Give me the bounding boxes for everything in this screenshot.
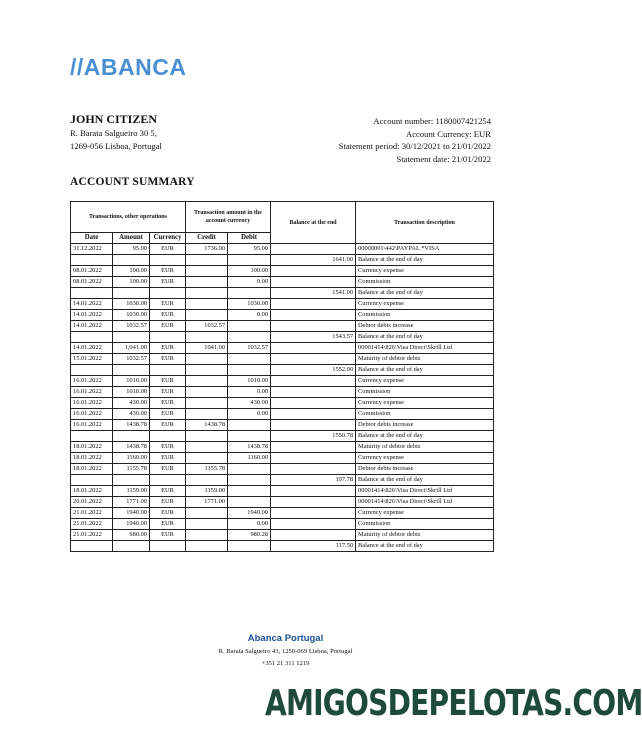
cell-currency: EUR [150, 497, 186, 508]
cell-date [71, 255, 113, 266]
cell-credit [186, 332, 228, 343]
header-debit: Debit [228, 233, 271, 244]
cell-amount: 1,041.00 [113, 343, 150, 354]
transactions-body [71, 244, 494, 552]
cell-credit [186, 266, 228, 277]
cell-desc: Currency expense [356, 376, 494, 387]
cell-credit [186, 288, 228, 299]
cell-desc: Currency expense [356, 299, 494, 310]
cell-currency: EUR [150, 321, 186, 332]
cell-amount: 100.00 [113, 277, 150, 288]
cell-credit [186, 376, 228, 387]
cell-balance [271, 310, 356, 321]
table-row [71, 486, 494, 497]
cell-currency: EUR [150, 354, 186, 365]
table-row [71, 255, 494, 266]
cell-debit [228, 541, 271, 552]
cell-date: 15.01.2022 [71, 354, 113, 365]
cell-balance: 1543.57 [271, 332, 356, 343]
cell-credit [186, 475, 228, 486]
cell-balance [271, 530, 356, 541]
table-row [71, 387, 494, 398]
cell-balance: 107.78 [271, 475, 356, 486]
holder-address-line1: R. Barata Salgueiro 30 5, [70, 128, 157, 138]
cell-debit [228, 486, 271, 497]
table-row [71, 354, 494, 365]
table-row [71, 519, 494, 530]
table-row [71, 299, 494, 310]
cell-credit [186, 387, 228, 398]
cell-desc: Balance at the end of day [356, 255, 494, 266]
cell-desc: Maturity of debtor debts [356, 354, 494, 365]
cell-credit [186, 255, 228, 266]
header-balance: Balance at the end [271, 202, 356, 244]
cell-debit: 1940.00 [228, 508, 271, 519]
table-row [71, 464, 494, 475]
cell-currency [150, 365, 186, 376]
cell-currency: EUR [150, 420, 186, 431]
footer-bank-name: Abanca Portugal [247, 633, 324, 644]
statement-date: Statement date: 21/01/2022 [396, 153, 491, 164]
cell-date [71, 365, 113, 376]
cell-currency [150, 288, 186, 299]
cell-debit: 100.00 [228, 266, 271, 277]
table-row [71, 398, 494, 409]
holder-address-line2: 1269-056 Lisboa, Portugal [70, 141, 162, 151]
cell-credit [186, 409, 228, 420]
cell-debit [228, 321, 271, 332]
table-row [71, 376, 494, 387]
cell-debit: 0.00 [228, 409, 271, 420]
table-row [71, 475, 494, 486]
cell-currency [150, 431, 186, 442]
cell-credit: 1736.00 [186, 244, 228, 255]
cell-debit [228, 354, 271, 365]
table-row [71, 508, 494, 519]
cell-credit: 1041.00 [186, 343, 228, 354]
cell-debit [228, 475, 271, 486]
cell-desc: 00001414\826\Visa Direct\Skrill Ltd [356, 343, 494, 354]
cell-desc: Currency expense [356, 453, 494, 464]
cell-credit [186, 431, 228, 442]
cell-desc: 00000001\442\PAYPAL *VISA [356, 244, 494, 255]
cell-amount [113, 288, 150, 299]
cell-desc: Currency expense [356, 266, 494, 277]
cell-date: 16.01.2022 [71, 420, 113, 431]
cell-debit [228, 288, 271, 299]
cell-credit [186, 453, 228, 464]
cell-currency: EUR [150, 376, 186, 387]
cell-balance [271, 486, 356, 497]
cell-credit [186, 398, 228, 409]
cell-desc: 00001414\826\Visa Direct\Skrill Ltd [356, 486, 494, 497]
cell-date: 16.01.2022 [71, 409, 113, 420]
cell-desc: Debtor debts increase [356, 420, 494, 431]
cell-date: 14.01.2022 [71, 343, 113, 354]
table-row [71, 420, 494, 431]
cell-debit [228, 255, 271, 266]
footer-address: R. Barata Salgueiro 43, 1250-069 Lisboa, Portugal [218, 648, 353, 655]
cell-currency: EUR [150, 387, 186, 398]
header-transactions: Transactions, other operations [71, 202, 186, 233]
cell-balance [271, 508, 356, 519]
table-row [71, 497, 494, 508]
cell-amount: 1159.00 [113, 486, 150, 497]
cell-amount: 980.00 [113, 530, 150, 541]
cell-debit: 980.28 [228, 530, 271, 541]
cell-date: 08.01.2022 [71, 277, 113, 288]
cell-balance [271, 299, 356, 310]
cell-currency: EUR [150, 486, 186, 497]
cell-desc: Maturity of debtor debts [356, 530, 494, 541]
cell-currency: EUR [150, 266, 186, 277]
cell-currency: EUR [150, 310, 186, 321]
cell-currency: EUR [150, 299, 186, 310]
cell-currency [150, 332, 186, 343]
cell-currency: EUR [150, 442, 186, 453]
cell-credit [186, 277, 228, 288]
cell-desc: Maturity of debtor debts [356, 442, 494, 453]
cell-date: 21.01.2022 [71, 508, 113, 519]
cell-credit: 1438.78 [186, 420, 228, 431]
table-row [71, 288, 494, 299]
cell-debit: 0.00 [228, 277, 271, 288]
cell-amount [113, 475, 150, 486]
cell-debit [228, 464, 271, 475]
cell-amount: 1771.00 [113, 497, 150, 508]
cell-date: 14.01.2022 [71, 321, 113, 332]
cell-date: 18.01.2022 [71, 464, 113, 475]
cell-credit [186, 541, 228, 552]
cell-debit [228, 497, 271, 508]
cell-credit [186, 299, 228, 310]
cell-debit: 1010.00 [228, 376, 271, 387]
abanca-logo: //ABANCA [70, 54, 187, 80]
cell-currency: EUR [150, 343, 186, 354]
transactions-table [70, 201, 494, 552]
cell-balance [271, 409, 356, 420]
cell-desc: Balance at the end of day [356, 541, 494, 552]
cell-desc: Currency expense [356, 398, 494, 409]
cell-balance: 1641.00 [271, 255, 356, 266]
cell-balance [271, 387, 356, 398]
cell-currency: EUR [150, 453, 186, 464]
cell-currency [150, 255, 186, 266]
cell-date: 18.01.2022 [71, 453, 113, 464]
cell-amount: 1010.00 [113, 387, 150, 398]
cell-balance [271, 497, 356, 508]
cell-balance [271, 343, 356, 354]
cell-currency: EUR [150, 398, 186, 409]
cell-balance: 1552.00 [271, 365, 356, 376]
holder-name: JOHN CITIZEN [70, 112, 158, 126]
cell-date: 14.01.2022 [71, 299, 113, 310]
cell-debit: 1160.00 [228, 453, 271, 464]
cell-credit: 1155.78 [186, 464, 228, 475]
cell-date: 14.01.2022 [71, 310, 113, 321]
cell-amount: 1160.00 [113, 453, 150, 464]
cell-balance [271, 321, 356, 332]
cell-desc: Balance at the end of day [356, 431, 494, 442]
statement-period: Statement period: 30/12/2021 to 21/01/2022 [338, 141, 491, 151]
cell-balance: 1541.00 [271, 288, 356, 299]
table-row [71, 442, 494, 453]
cell-credit [186, 530, 228, 541]
cell-debit: 1438.78 [228, 442, 271, 453]
cell-debit [228, 365, 271, 376]
cell-desc: Commission [356, 277, 494, 288]
cell-currency: EUR [150, 508, 186, 519]
cell-date: 16.01.2022 [71, 376, 113, 387]
cell-amount: 1010.00 [113, 376, 150, 387]
cell-credit [186, 519, 228, 530]
watermark: AMIGOSDEPELOTAS.COM [265, 683, 642, 724]
cell-date: 08.01.2022 [71, 266, 113, 277]
account-summary-title: ACCOUNT SUMMARY [70, 176, 195, 188]
cell-credit [186, 310, 228, 321]
cell-currency [150, 475, 186, 486]
cell-desc: Commission [356, 409, 494, 420]
table-row [71, 431, 494, 442]
cell-currency: EUR [150, 409, 186, 420]
cell-credit: 1771.00 [186, 497, 228, 508]
cell-desc: Balance at the end of day [356, 365, 494, 376]
table-row [71, 365, 494, 376]
account-details-block [339, 115, 491, 165]
cell-credit: 1159.00 [186, 486, 228, 497]
cell-debit: 0.00 [228, 310, 271, 321]
cell-amount: 1030.00 [113, 299, 150, 310]
cell-debit: 0.00 [228, 387, 271, 398]
cell-date: 31.12.2022 [71, 244, 113, 255]
cell-balance [271, 354, 356, 365]
table-row [71, 277, 494, 288]
cell-credit [186, 442, 228, 453]
cell-balance [271, 266, 356, 277]
cell-date: 16.01.2022 [71, 387, 113, 398]
table-row [71, 244, 494, 255]
table-row [71, 343, 494, 354]
table-row [71, 409, 494, 420]
cell-date [71, 475, 113, 486]
cell-balance [271, 442, 356, 453]
cell-balance: 117.50 [271, 541, 356, 552]
cell-date [71, 541, 113, 552]
cell-credit [186, 508, 228, 519]
cell-credit [186, 354, 228, 365]
cell-amount: 100.00 [113, 266, 150, 277]
cell-debit [228, 420, 271, 431]
cell-currency [150, 541, 186, 552]
cell-debit: 0.00 [228, 519, 271, 530]
account-holder-block [70, 112, 162, 153]
table-row [71, 332, 494, 343]
cell-amount: 430.00 [113, 398, 150, 409]
header-currency: Currency [150, 233, 186, 244]
cell-amount: 95.00 [113, 244, 150, 255]
cell-amount [113, 255, 150, 266]
cell-balance [271, 420, 356, 431]
cell-balance [271, 464, 356, 475]
cell-debit: 1032.57 [228, 343, 271, 354]
cell-date: 16.01.2022 [71, 398, 113, 409]
cell-debit [228, 332, 271, 343]
cell-amount [113, 365, 150, 376]
footer-phone: +351 21 311 1219 [261, 660, 310, 667]
cell-amount [113, 431, 150, 442]
header-description: Transaction description [356, 202, 494, 244]
cell-desc: Balance at the end of day [356, 288, 494, 299]
cell-desc: Debtor debts increase [356, 464, 494, 475]
cell-balance: 1550.78 [271, 431, 356, 442]
footer [0, 633, 571, 667]
cell-amount: 1032.57 [113, 354, 150, 365]
cell-desc: Commission [356, 519, 494, 530]
table-row [71, 530, 494, 541]
table-row [71, 453, 494, 464]
cell-date: 20.01.2022 [71, 497, 113, 508]
cell-debit [228, 431, 271, 442]
account-number: Account number: 1180007421254 [373, 116, 491, 126]
cell-date: 21.01.2022 [71, 530, 113, 541]
cell-amount: 1030.00 [113, 310, 150, 321]
cell-desc: Commission [356, 310, 494, 321]
cell-debit: 95.00 [228, 244, 271, 255]
cell-debit: 1030.00 [228, 299, 271, 310]
cell-amount: 1940.00 [113, 508, 150, 519]
table-row [71, 310, 494, 321]
table-row [71, 541, 494, 552]
cell-amount: 1438.78 [113, 442, 150, 453]
cell-amount: 1940.00 [113, 519, 150, 530]
cell-credit [186, 365, 228, 376]
cell-debit: 430.00 [228, 398, 271, 409]
table-row [71, 321, 494, 332]
cell-date [71, 332, 113, 343]
header-date: Date [71, 233, 113, 244]
table-row [71, 266, 494, 277]
cell-currency: EUR [150, 244, 186, 255]
cell-date [71, 431, 113, 442]
cell-date: 18.01.2022 [71, 486, 113, 497]
cell-balance [271, 519, 356, 530]
cell-desc: 00001414\826\Visa Direct\Skrill Ltd [356, 497, 494, 508]
cell-balance [271, 277, 356, 288]
cell-currency: EUR [150, 530, 186, 541]
cell-amount: 1032.57 [113, 321, 150, 332]
cell-amount: 1438.78 [113, 420, 150, 431]
cell-amount [113, 541, 150, 552]
header-credit: Credit [186, 233, 228, 244]
cell-currency: EUR [150, 277, 186, 288]
header-amount: Amount [113, 233, 150, 244]
header-amount-in-currency: Transaction amount in the account currency [186, 202, 271, 233]
cell-desc: Commission [356, 387, 494, 398]
cell-amount [113, 332, 150, 343]
cell-balance [271, 453, 356, 464]
cell-date [71, 288, 113, 299]
cell-balance [271, 244, 356, 255]
cell-desc: Balance at the end of day [356, 332, 494, 343]
cell-date: 21.01.2022 [71, 519, 113, 530]
cell-currency: EUR [150, 464, 186, 475]
cell-amount: 430.00 [113, 409, 150, 420]
cell-date: 18.01.2022 [71, 442, 113, 453]
cell-desc: Currency expense [356, 508, 494, 519]
cell-desc: Debtor debts increase [356, 321, 494, 332]
account-currency: Account Currency: EUR [406, 128, 491, 139]
cell-currency: EUR [150, 519, 186, 530]
cell-balance [271, 398, 356, 409]
cell-balance [271, 376, 356, 387]
cell-credit: 1032.57 [186, 321, 228, 332]
cell-desc: Balance at the end of day [356, 475, 494, 486]
cell-amount: 1155.78 [113, 464, 150, 475]
